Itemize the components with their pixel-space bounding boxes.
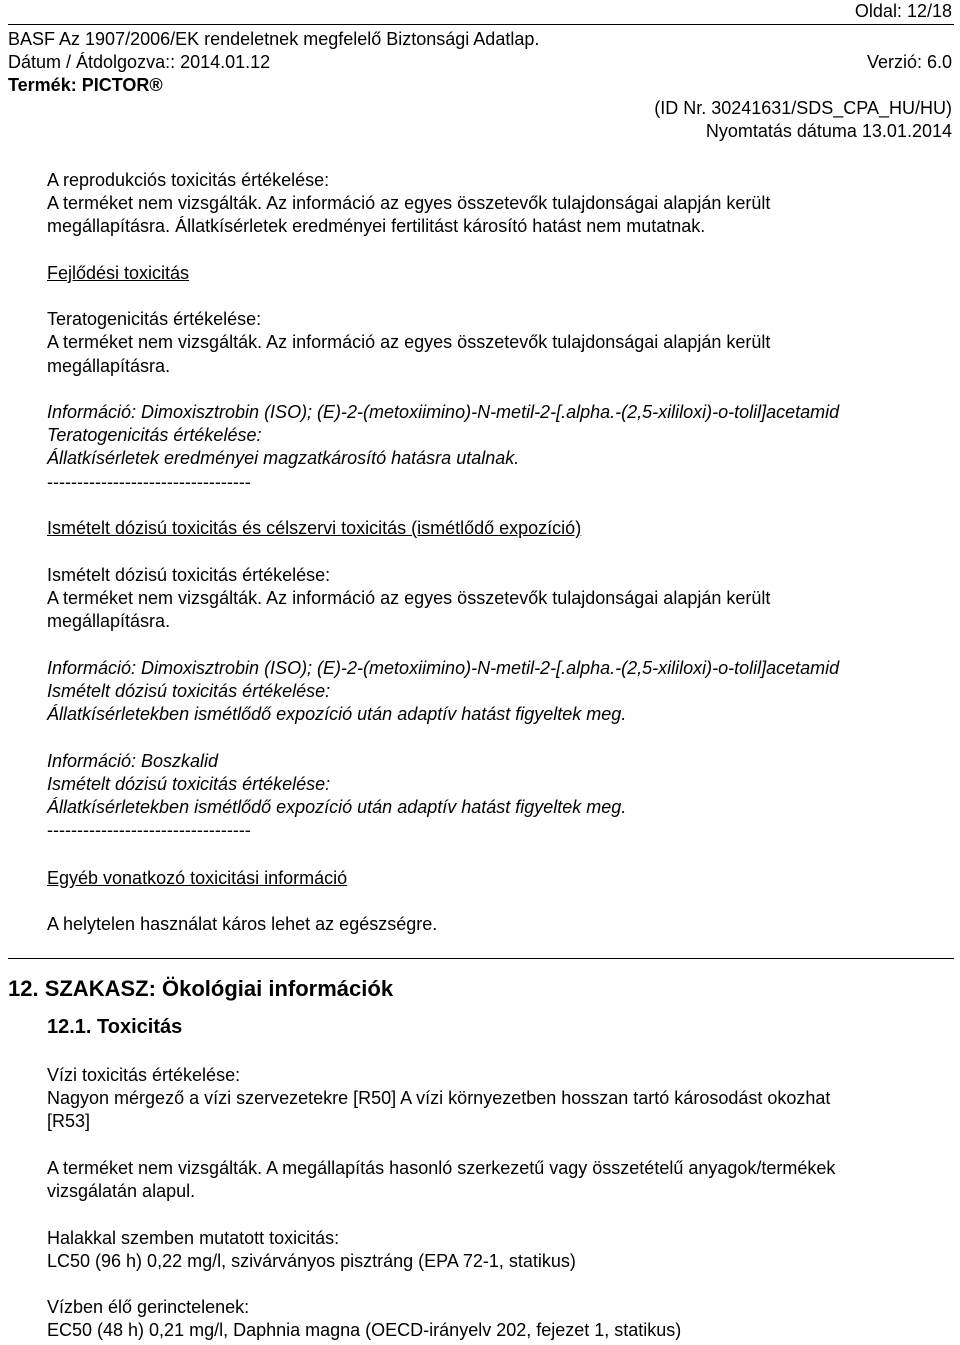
devtox-label: Teratogenicitás értékelése:	[47, 309, 262, 329]
other-text: A helytelen használat káros lehet az egészségre.	[47, 914, 438, 934]
repeated-line2: megállapításra.	[47, 611, 171, 631]
test-line1: A terméket nem vizsgálták. A megállapítás hasonló szerkezetű vagy összetételű anyagok/termékek	[47, 1158, 836, 1178]
repeated-info2: Információ: Boszkalid	[47, 751, 219, 771]
document-id: (ID Nr. 30241631/SDS_CPA_HU/HU)	[654, 98, 952, 118]
repeated-heading: Ismételt dózisú toxicitás és célszervi toxicitás (ismétlődő expozíció)	[47, 518, 582, 538]
fish-value: LC50 (96 h) 0,22 mg/l, szivárványos pisztráng (EPA 72-1, statikus)	[47, 1251, 576, 1271]
product-name: Termék: PICTOR®	[8, 75, 163, 95]
devtox-info-text: Állatkísérletek eredményei magzatkárosító hatásra utalnak.	[47, 448, 520, 468]
aquatic-label: Vízi toxicitás értékelése:	[47, 1065, 241, 1085]
section-rule	[8, 958, 954, 959]
test-line2: vizsgálatán alapul.	[47, 1181, 196, 1201]
devtox-info-label: Teratogenicitás értékelése:	[47, 425, 262, 445]
repeated-info2-label: Ismételt dózisú toxicitás értékelése:	[47, 774, 331, 794]
devtox-heading: Fejlődési toxicitás	[47, 263, 190, 283]
other-heading: Egyéb vonatkozó toxicitási információ	[47, 868, 348, 888]
invertebrates-value: EC50 (48 h) 0,21 mg/l, Daphnia magna (OECD-irányelv 202, fejezet 1, statikus)	[47, 1320, 682, 1340]
repeated-separator: ----------------------------------	[47, 820, 251, 840]
repeated-info1-label: Ismételt dózisú toxicitás értékelése:	[47, 681, 331, 701]
regulation-title: BASF Az 1907/2006/EK rendeletnek megfelelő Biztonsági Adatlap.	[8, 29, 540, 49]
aquatic-line2: [R53]	[47, 1111, 91, 1131]
page-number: Oldal: 12/18	[854, 1, 952, 21]
invertebrates-label: Vízben élő gerinctelenek:	[47, 1297, 250, 1317]
repeated-info1: Információ: Dimoxisztrobin (ISO); (E)-2-(metoxiimino)-N-metil-2-[.alpha.-(2,5-xililoxi)-o-tolil]acetamid	[47, 658, 840, 678]
repeated-label: Ismételt dózisú toxicitás értékelése:	[47, 565, 331, 585]
repro-label: A reprodukciós toxicitás értékelése:	[47, 170, 330, 190]
fish-label: Halakkal szemben mutatott toxicitás:	[47, 1228, 340, 1248]
print-date: Nyomtatás dátuma 13.01.2014	[705, 121, 952, 141]
devtox-separator: ----------------------------------	[47, 472, 251, 492]
version: Verzió: 6.0	[866, 52, 952, 72]
repeated-info2-text: Állatkísérletekben ismétlődő expozíció után adaptív hatást figyeltek meg.	[47, 797, 627, 817]
devtox-line1: A terméket nem vizsgálták. Az információ az egyes összetevők tulajdonságai alapján került	[47, 332, 771, 352]
aquatic-line1: Nagyon mérgező a vízi szervezetekre [R50] A vízi környezetben hosszan tartó károsodást okozhat	[47, 1088, 831, 1108]
repro-line2: megállapításra. Állatkísérletek eredményei fertilitást károsító hatást nem mutatnak.	[47, 216, 706, 236]
repro-line1: A terméket nem vizsgálták. Az információ az egyes összetevők tulajdonságai alapján került	[47, 193, 771, 213]
header-rule	[8, 24, 954, 25]
revision-date: Dátum / Átdolgozva:: 2014.01.12	[8, 52, 271, 72]
section12-subtitle: 12.1. Toxicitás	[47, 1016, 183, 1038]
devtox-line2: megállapításra.	[47, 356, 171, 376]
repeated-line1: A terméket nem vizsgálták. Az információ az egyes összetevők tulajdonságai alapján került	[47, 588, 771, 608]
repeated-info1-text: Állatkísérletekben ismétlődő expozíció után adaptív hatást figyeltek meg.	[47, 704, 627, 724]
section12-title: 12. SZAKASZ: Ökológiai információk	[8, 976, 394, 1001]
devtox-info: Információ: Dimoxisztrobin (ISO); (E)-2-(metoxiimino)-N-metil-2-[.alpha.-(2,5-xililoxi)-o-tolil]acetamid	[47, 402, 840, 422]
